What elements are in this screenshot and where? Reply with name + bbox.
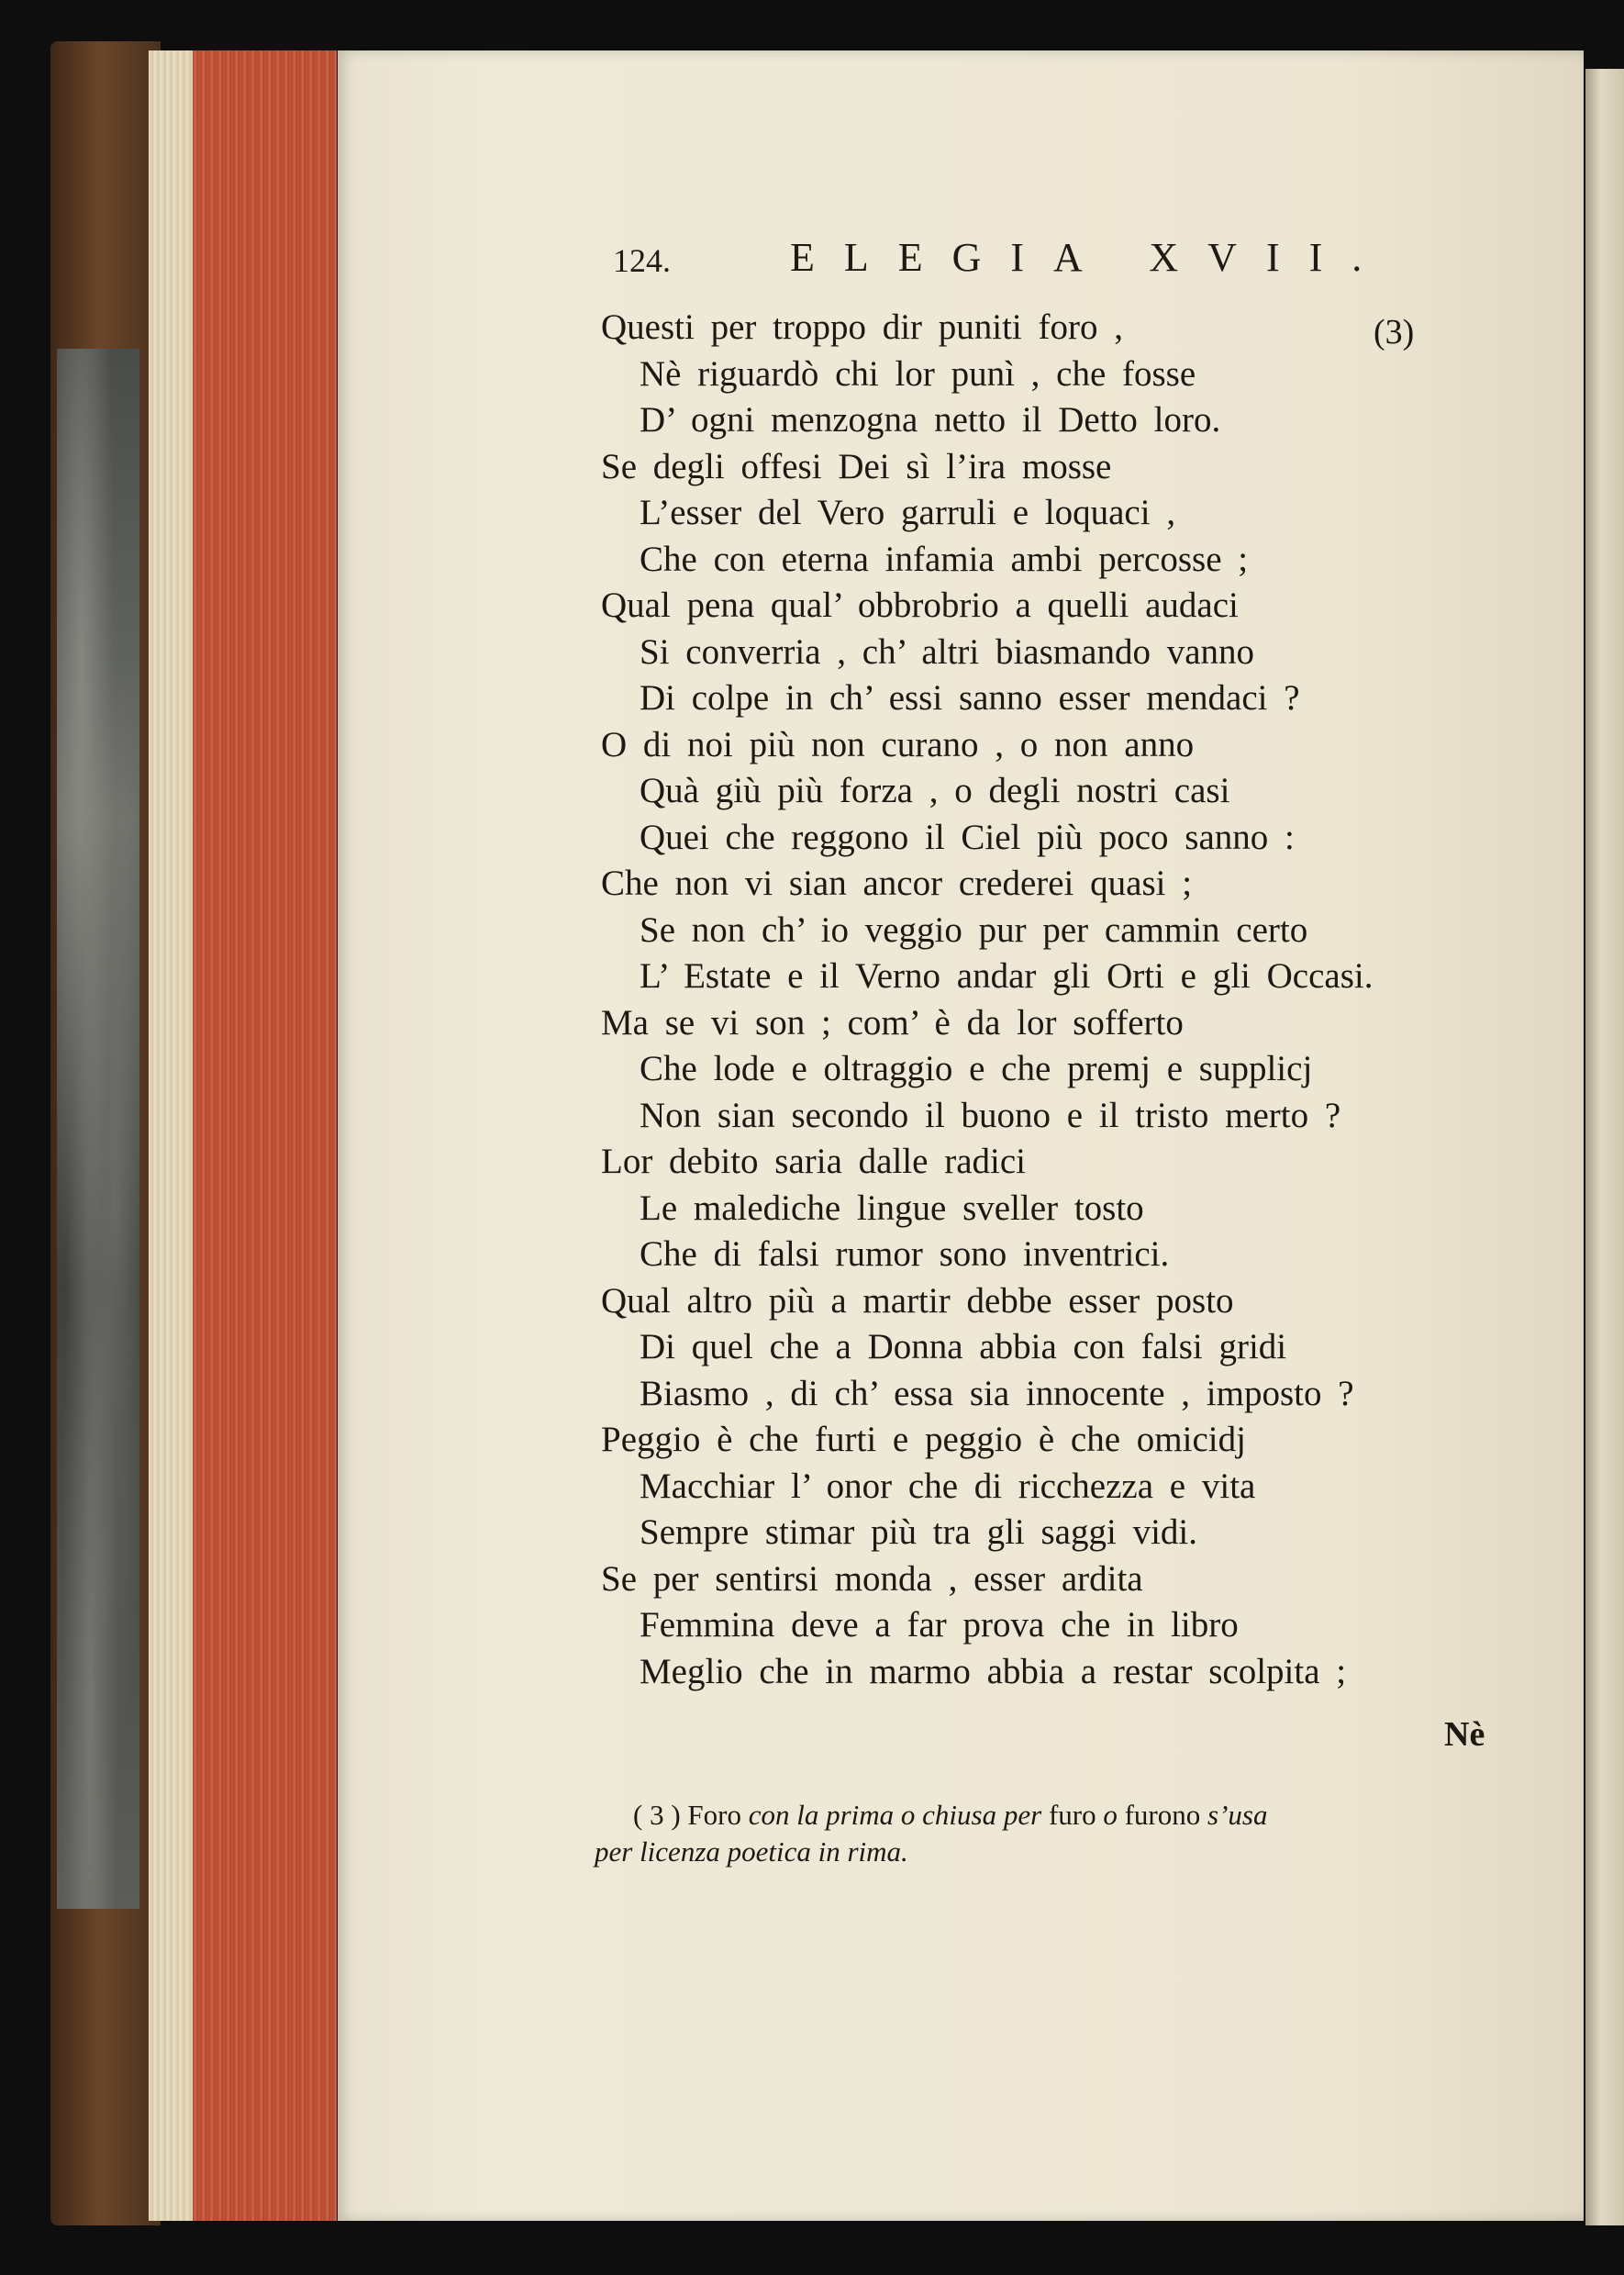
verse-line: Se non ch’ io veggio pur per cammin certo — [640, 909, 1308, 950]
marbled-cover-paper — [57, 349, 139, 1909]
verse-line: Ma se vi son ; com’ è da lor sofferto — [601, 1002, 1184, 1043]
verse-line: Meglio che in marmo abbia a restar scolpita ; — [640, 1651, 1347, 1691]
verse-line: Di quel che a Donna abbia con falsi gridi — [640, 1327, 1287, 1366]
running-title: ELEGIA XVII. — [790, 235, 1392, 280]
verse-line: L’ Estate e il Verno andar gli Orti e gli Occasi. — [640, 956, 1374, 996]
verse-line: Qual pena qual’ obbrobrio a quelli audaci — [601, 585, 1239, 625]
verse-line: Sempre stimar più tra gli saggi vidi. — [640, 1512, 1197, 1552]
verse-line: Questi per troppo dir puniti foro , — [601, 307, 1123, 347]
verse-line: Che lode e oltraggio e che premj e supplicj — [640, 1049, 1313, 1088]
verse-line: Nè riguardò chi lor punì , che fosse — [640, 353, 1196, 394]
footnote-reference-marker: (3) — [1374, 313, 1415, 351]
verse-line: Che con eterna infamia ambi percosse ; — [640, 539, 1249, 579]
footnote-marker: ( 3 ) — [633, 1799, 681, 1831]
verse-line: Peggio è che furti e peggio è che omicidj — [601, 1420, 1246, 1459]
verse-line: Quà giù più forza , o degli nostri casi — [640, 771, 1230, 810]
verse-line: D’ ogni menzogna netto il Detto loro. — [640, 400, 1221, 440]
verse-line: Macchiar l’ onor che di ricchezza e vita — [640, 1466, 1256, 1506]
footnote — [595, 1797, 1530, 1870]
verse-line: Se degli offesi Dei sì l’ira mosse — [601, 446, 1112, 486]
footnote-word: furo — [1048, 1799, 1096, 1831]
footnote-italic-text: s’usa — [1207, 1799, 1268, 1831]
verse-line: Femmina deve a far prova che in libro — [640, 1605, 1239, 1645]
verse-line: Qual altro più a martir debbe esser posto — [601, 1280, 1234, 1321]
verse-line: Che non vi sian ancor crederei quasi ; — [601, 864, 1193, 903]
page-fore-edge-leaves — [149, 50, 193, 2221]
footnote-italic-text: o — [1103, 1799, 1118, 1831]
verse-line: Si converria , ch’ altri biasmando vanno — [640, 631, 1255, 672]
verse-line: Quei che reggono il Ciel più poco sanno : — [640, 817, 1295, 857]
verse-line: L’esser del Vero garruli e loquaci , — [640, 493, 1176, 532]
catchword: Nè — [1444, 1715, 1485, 1754]
verse-line: Che di falsi rumor sono inventrici. — [640, 1234, 1170, 1274]
verse-line: Se per sentirsi monda , esser ardita — [601, 1558, 1143, 1599]
verse-line: O di noi più non curano , o non anno — [601, 724, 1195, 764]
facing-page-edge — [1585, 69, 1624, 2225]
poem-text — [601, 305, 1528, 1695]
verse-line: Lor debito saria dalle radici — [601, 1142, 1026, 1181]
footnote-line: per licenza poetica in rima. — [595, 1835, 908, 1868]
page-header — [613, 234, 1392, 289]
verse-line: Biasmo , di ch’ essa sia innocente , imposto ? — [640, 1373, 1354, 1413]
footnote-italic-text: con la prima o chiusa per — [748, 1799, 1042, 1831]
page-number: 124. — [613, 242, 671, 279]
footnote-word: furono — [1124, 1799, 1201, 1831]
footnote-word: Foro — [687, 1799, 741, 1831]
verse-line: Di colpe in ch’ essi sanno esser mendaci ? — [640, 678, 1300, 718]
verse-line: Non sian secondo il buono e il tristo merto ? — [640, 1095, 1341, 1135]
verse-line: Le malediche lingue sveller tosto — [640, 1188, 1144, 1228]
